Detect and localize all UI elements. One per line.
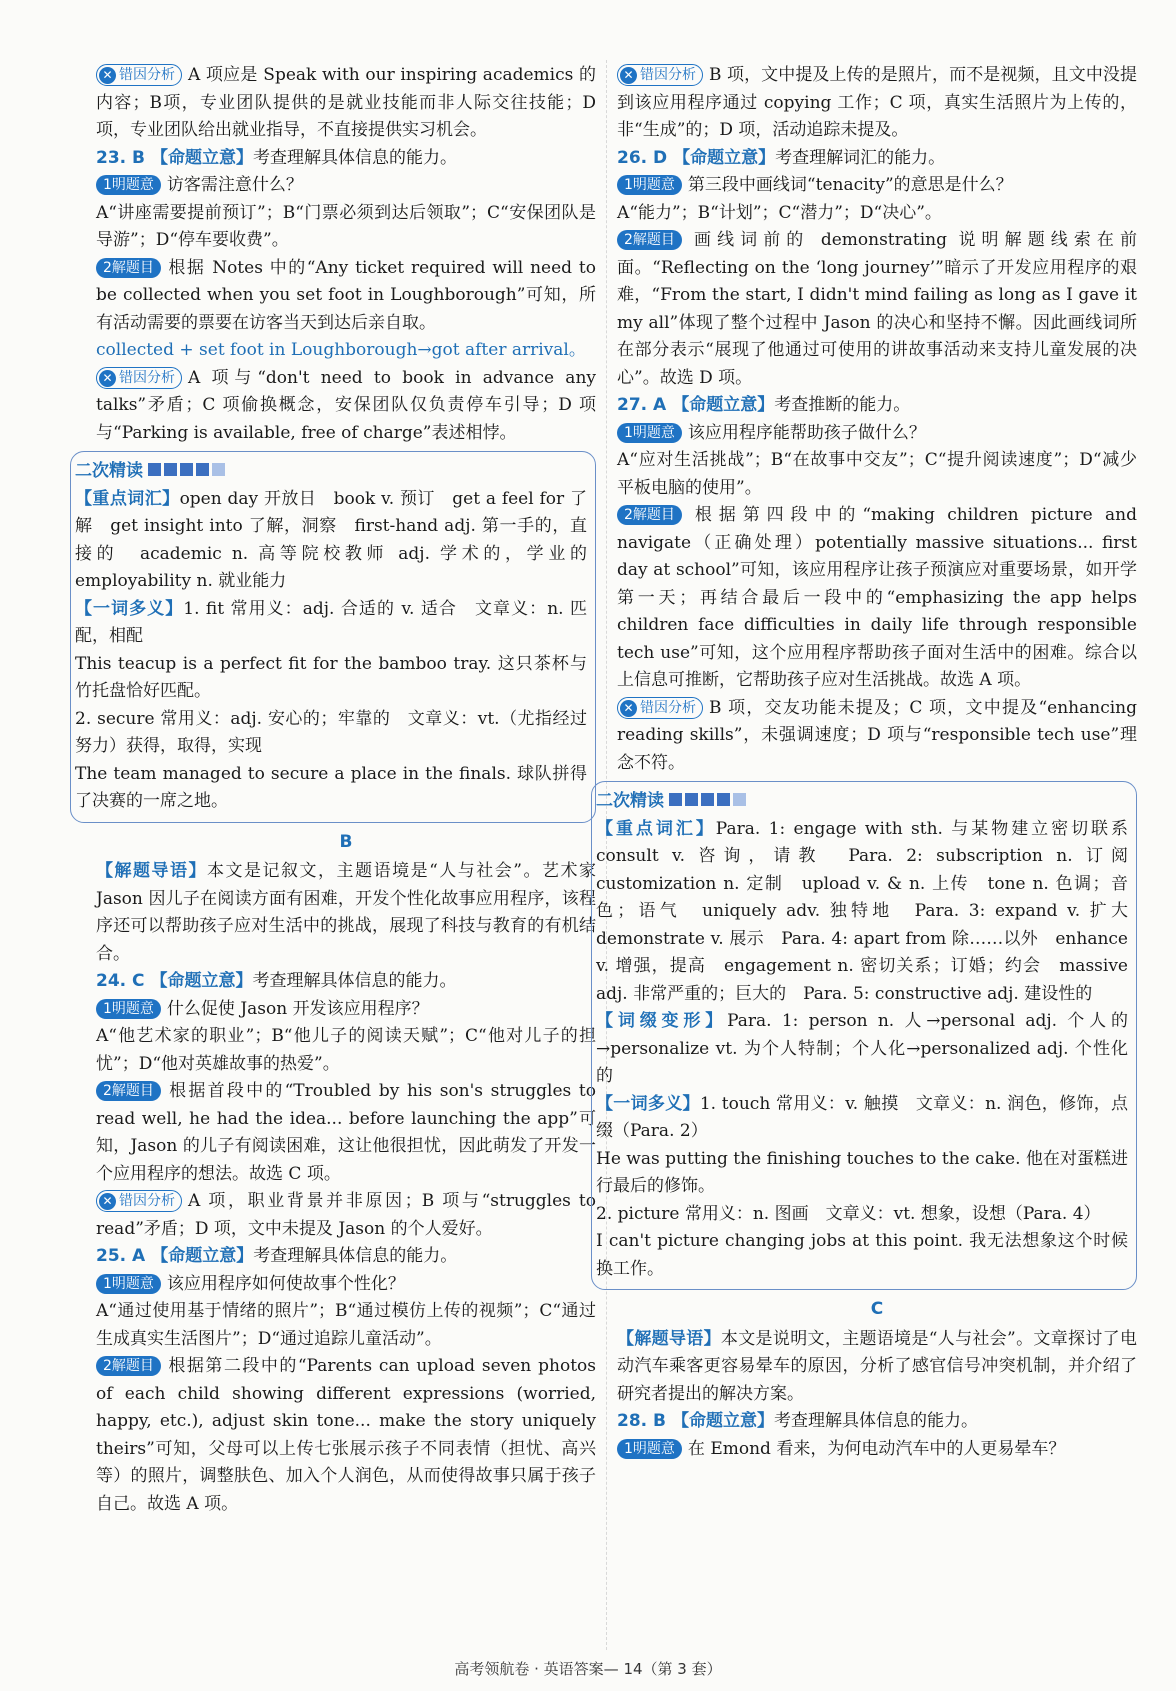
- reread-title: 二次精读: [75, 461, 143, 481]
- error-analysis-22: ✕ 错因分析 A 项应是 Speak with our inspiring academics 的内容；B项，专业团队提供的是就业技能而非人际交往技能；D 项，专业团队给出就业指导，不直接提供实习机会。: [96, 65, 596, 140]
- question-28: 28. B 【命题立意】考查理解具体信息的能力。: [617, 1411, 978, 1431]
- question-27: 27. A 【命题立意】考查推断的能力。: [617, 395, 911, 415]
- cross-icon: ✕: [99, 1193, 116, 1210]
- step1-tag: 1明题意: [96, 175, 161, 195]
- reread-box-right: 二次精读 【重点词汇】Para. 1: engage with sth. 与某物建立密切联系 consult v. 咨询，请教 Para. 2: subscription n. 订阅 customization n. 定制 upload v. & n. 上传 tone n. 色调；音色；语气 uniquely adv. 独特地 Para. 3: expand v. 扩大 demonstrate v. 展示 Para. 4: apart from 除……以外 enhance v. 增强，提高 engagement n. 密切关系；订婚；约会 massive adj. 非常严重的；巨大的 Para. 5: constructive adj. 建设性的 【词缀变形】Para. 1: person n. 人→personal adj. 个人的→personalize vt. 为个人特制；个人化→personalized adj. 个性化的 【一词多义】1. touch 常用义：v. 触摸 文章义：n. 润色，修饰，点缀（Para. 2） He was putting the finishing touches to the cake. 他在对蛋糕进行最后的修饰。 2. picture 常用义：n. 图画 文章义：vt. 想象，设想（Para. 4） I can't picture changing jobs at this point. 我无法想象这个时候换工作。: [591, 781, 1137, 1290]
- question-23: 23. B 【命题立意】考查理解具体信息的能力。: [96, 147, 457, 168]
- hint-23: collected + set foot in Loughborough→got after arrival。: [96, 340, 586, 360]
- step2-tag: 2解题目: [96, 258, 161, 278]
- options-23: A“讲座需要提前预订”；B“门票必须到达后领取”；C“安保团队是导游”；D“停车要收费”。: [96, 202, 596, 250]
- progress-squares-icon: [148, 461, 228, 481]
- error-tag: ✕ 错因分析: [96, 64, 182, 86]
- question-26: 26. D 【命题立意】考查理解词汇的能力。: [617, 147, 946, 168]
- question-24: 24. C 【命题立意】考查理解具体信息的能力。: [96, 971, 457, 991]
- cross-icon: ✕: [620, 700, 637, 717]
- error-analysis-25: ✕ 错因分析 B 项，文中提及上传的是照片，而不是视频，且文中没提到该应用程序通过 copying 工作；C 项，真实生活照片为上传的，非“生成”的；D 项，活动追踪未提及。: [617, 65, 1137, 140]
- progress-squares-icon: [669, 791, 749, 811]
- reread-box-left: 二次精读 【重点词汇】open day 开放日 book v. 预订 get a feel for 了解 get insight into 了解，洞察 first-hand adj. 第一手的，直接的 academic n. 高等院校教师 adj. 学术的，学业的 employability n. 就业能力 【一词多义】1. fit 常用义：adj. 合适的 v. 适合 文章义：n. 匹配，相配 This teacup is a perfect fit for the bamboo tray. 这只茶杯与竹托盘恰好匹配。 2. secure 常用义：adj. 安心的；牢靠的 文章义：vt.（尤指经过努力）获得，取得，实现 The team managed to secure a place in the finals. 球队拼得了决赛的一席之地。: [70, 451, 596, 823]
- error-tag: ✕ 错因分析: [96, 367, 182, 389]
- right-column: ✕ 错因分析 B 项，文中提及上传的是照片，而不是视频，且文中没提到该应用程序通过 copying 工作；C 项，真实生活照片为上传的，非“生成”的；D 项，活动追踪未提及。 26. D 【命题立意】考查理解词汇的能力。 1明题意 第三段中画线词“tenacity”的意思是什么？ A“能力”；B“计划”；C“潜力”；D“决心”。 2解题目 画线词前的 demonstrating 说明解题线索在前面。“Reflecting on the ‘long journey’”暗示了开发应用程序的艰难，“From the start, I didn't mind failing as long as I gave it my all”体现了整个过程中 Jason 的决心和坚持不懈。因此画线词所在部分表示“展现了他通过可使用的讲故事活动来支持儿童发展的决心”。故选 D 项。 27. A 【命题立意】考查推断的能力。 1明题意 该应用程序能帮助孩子做什么？ A“应对生活挑战”；B“在故事中交友”；C“提升阅读速度”；D“减少平板电脑的使用”。 2解题目 根据第四段中的“making children picture and navigate（正确处理）potentially massive situations... first day at school”可知，该应用程序让孩子预演应对重要场景，如开学第一天；再结合最后一段中的“emphasizing the app helps children face difficulties in daily life through responsible tech use”可知，这个应用程序帮助孩子面对生活中的困难。综合以上信息可推断，它帮助孩子应对生活挑战。故选 A 项。 ✕ 错因分析 B 项，交友功能未提及；C 项，文中提及“enhancing reading skills”，未强调速度；D 项与“responsible tech use”理念不符。 二次精读 【重点词汇】Para. 1: engage with sth. 与某物建立密切联系 consult v. 咨询，请教 Para. 2: subscription n. 订阅 customization n. 定制 upload v. & n. 上传 tone n. 色调；音色；语气 uniquely adv. 独特地 Para. 3: expand v. 扩大 demonstrate v. 展示 Para. 4: apart from 除……以外 enhance v. 增强，提高 engagement n. 密切关系；订婚；约会 massive adj. 非常严重的；巨大的 Para. 5: constructive adj. 建设性的 【词缀变形】Para. 1: person n. 人→personal adj. 个人的→personalize vt. 为个人特制；个人化→personalized adj. 个性化的 【一词多义】1. touch 常用义：v. 触摸 文章义：n. 润色，修饰，点缀（Para. 2） He was putting the finishing touches to the cake. 他在对蛋糕进行最后的修饰。 2. picture 常用义：n. 图画 文章义：vt. 想象，设想（Para. 4） I can't picture changing jobs at this point. 我无法想象这个时候换工作。 C 【解题导语】本文是说明文，主题语境是“人与社会”。文章探讨了电动汽车乘客更容易晕车的原因，分析了感官信号冲突机制，并介绍了研究者提出的解决方案。 28. B 【命题立意】考查理解具体信息的能力。 1明题意 在 Emond 看来，为何电动汽车中的人更易晕车？: [617, 62, 1137, 1463]
- section-c-heading: C: [870, 1299, 884, 1319]
- section-b-heading: B: [339, 831, 353, 852]
- page-footer: 高考领航卷 · 英语答案— 14（第 3 套）: [454, 1660, 722, 1678]
- question-25: 25. A 【命题立意】考查理解具体信息的能力。: [96, 1246, 458, 1266]
- left-column: ✕ 错因分析 A 项应是 Speak with our inspiring academics 的内容；B项，专业团队提供的是就业技能而非人际交往技能；D 项，专业团队给出就业指导，不直接提供实习机会。 23. B 【命题立意】考查理解具体信息的能力。 1明题意 访客需注意什么？ A“讲座需要提前预订”；B“门票必须到达后领取”；C“安保团队是导游”；D“停车要收费”。 2解题目 根据 Notes 中的“Any ticket required will need to be collected when you set foot in Loughborough”可知，所有活动需要的票要在访客当天到达后亲自取。 collected + set foot in Loughborough→got after arrival。 ✕ 错因分析 A 项与“don't need to book in advance any talks”矛盾；C 项偷换概念，安保团队仅负责停车引导；D 项与“Parking is available, free of charge”表述相悖。 二次精读 【重点词汇】open day 开放日 book v. 预订 get a feel for 了解 get insight into 了解，洞察 first-hand adj. 第一手的，直接的 academic n. 高等院校教师 adj. 学术的，学业的 employability n. 就业能力 【一词多义】1. fit 常用义：adj. 合适的 v. 适合 文章义：n. 匹配，相配 This teacup is a perfect fit for the bamboo tray. 这只茶杯与竹托盘恰好匹配。 2. secure 常用义：adj. 安心的；牢靠的 文章义：vt.（尤指经过努力）获得，取得，实现 The team managed to secure a place in the finals. 球队拼得了决赛的一席之地。 B 【解题导语】本文是记叙文，主题语境是“人与社会”。艺术家 Jason 因儿子在阅读方面有困难，开发个性化故事应用程序，该程序还可以帮助孩子应对生活中的挑战，展现了科技与教育的有机结合。 24. C 【命题立意】考查理解具体信息的能力。 1明题意 什么促使 Jason 开发该应用程序？ A“他艺术家的职业”；B“他儿子的阅读天赋”；C“他对儿子的担忧”；D“他对英雄故事的热爱”。 2解题目 根据首段中的“Troubled by his son's struggles to read well, he had the idea... before launching the app”可知，Jason 的儿子有阅读困难，这让他很担忧，因此萌发了开发一个应用程序的想法。故选 C 项。 ✕ 错因分析 A 项，职业背景并非原因；B 项与“struggles to read”矛盾；D 项，文中未提及 Jason 的个人爱好。 25. A 【命题立意】考查理解具体信息的能力。 1明题意 该应用程序如何使故事个性化？ A“通过使用基于情绪的照片”；B“通过模仿上传的视频”；C“通过生成真实生活图片”；D“通过追踪儿童活动”。 2解题目 根据第二段中的“Parents can upload seven photos of each child showing different expressions (worried, happy, etc.), adjust skin tone... make the story uniquely theirs”可知，父母可以上传七张展示孩子不同表情（担忧、高兴等）的照片，调整肤色、加入个人润色，从而使得故事只属于孩子自己。故选 A 项。: [96, 62, 596, 1518]
- cross-icon: ✕: [620, 67, 637, 84]
- cross-icon: ✕: [99, 67, 116, 84]
- cross-icon: ✕: [99, 370, 116, 387]
